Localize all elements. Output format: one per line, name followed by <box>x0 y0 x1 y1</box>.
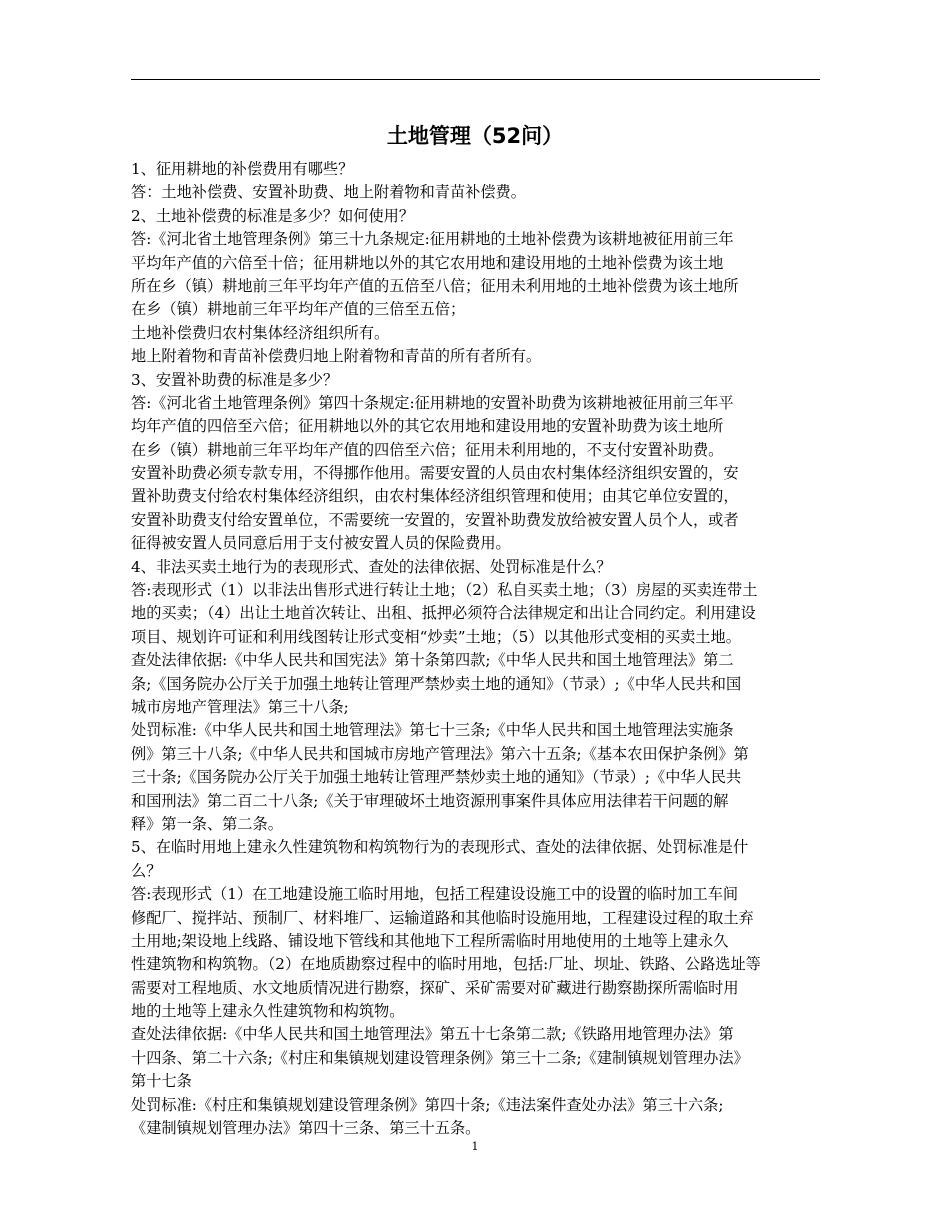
text-line: 平均年产值的六倍至十倍；征用耕地以外的其它农用地和建设用地的土地补偿费为该土地 <box>131 253 724 272</box>
text-line: 么？ <box>131 861 162 880</box>
text-line: 答:表现形式（1）在工地建设施工临时用地，包括工程建设设施工中的设置的临时加工车间 <box>131 885 739 904</box>
text-line: 答:《河北省土地管理条例》第四十条规定:征用耕地的安置补助费为该耕地被征用前三年平 <box>131 393 734 412</box>
text-line: 地的土地等上建永久性建筑物和构筑物。 <box>131 1002 405 1021</box>
text-line: 答：土地补偿费、安置补助费、地上附着物和青苗补偿费。 <box>131 183 526 202</box>
document-body <box>131 158 831 1140</box>
text-line: 和国刑法》第二百二十八条;《关于审理破坏土地资源刑事案件具体应用法律若干问题的解 <box>131 791 729 810</box>
text-line: 项目、规划许可证和利用线图转让形式变相“炒卖”土地；（5）以其他形式变相的买卖土地。 <box>131 627 741 646</box>
text-line: 在乡（镇）耕地前三年平均年产值的四倍至六倍；征用未利用地的，不支付安置补助费。 <box>131 440 724 459</box>
text-line: 需要对工程地质、水文地质情况进行勘察，探矿、采矿需要对矿藏进行勘察勘探所需临时用 <box>131 978 739 997</box>
document-title: 土地管理（52问） <box>386 124 564 148</box>
text-line: 例》第三十八条;《中华人民共和国城市房地产管理法》第六十五条;《基本农田保护条例》第 <box>131 744 749 763</box>
text-line: 所在乡（镇）耕地前三年平均年产值的五倍至八倍；征用未利用地的土地补偿费为该土地所 <box>131 276 739 295</box>
text-line: 土地补偿费归农村集体经济组织所有。 <box>131 323 390 342</box>
text-line: 5、在临时用地上建永久性建筑物和构筑物行为的表现形式、查处的法律依据、处罚标准是什 <box>131 838 749 857</box>
text-line: 答:《河北省土地管理条例》第三十九条规定:征用耕地的土地补偿费为该耕地被征用前三年 <box>131 230 734 249</box>
text-line: 2、土地补偿费的标准是多少？如何使用？ <box>131 206 415 225</box>
text-line: 答:表现形式（1）以非法出售形式进行转让土地；（2）私自买卖土地；（3）房屋的买卖连带土 <box>131 581 758 600</box>
text-line: 处罚标准:《村庄和集镇规划建设管理条例》第四十条;《违法案件查处办法》第三十六条; <box>131 1095 724 1114</box>
page-number: 1 <box>471 1140 479 1153</box>
text-line: 处罚标准:《中华人民共和国土地管理法》第七十三条;《中华人民共和国土地管理法实施条 <box>131 721 734 740</box>
text-line: 城市房地产管理法》第三十八条; <box>131 697 349 716</box>
text-line: 征得被安置人员同意后用于支付被安置人员的保险费用。 <box>131 534 511 553</box>
header-rule <box>131 79 820 80</box>
text-line: 1、征用耕地的补偿费用有哪些？ <box>131 160 354 178</box>
text-line: 在乡（镇）耕地前三年平均年产值的三倍至五倍； <box>131 300 466 319</box>
text-line: 地的买卖；（4）出让土地首次转让、出租、抵押必须符合法律规定和出让合同约定。利用建设 <box>131 604 756 623</box>
text-line: 查处法律依据:《中华人民共和国土地管理法》第五十七条第二款;《铁路用地管理办法》第 <box>131 1025 734 1044</box>
text-line: 土用地;架设地上线路、铺设地下管线和其他地下工程所需临时用地使用的土地等上建永久 <box>131 931 729 950</box>
text-line: 均年产值的四倍至六倍；征用耕地以外的其它农用地和建设用地的安置补助费为该土地所 <box>131 417 724 436</box>
text-line: 3、安置补助费的标准是多少？ <box>131 370 339 389</box>
text-line: 修配厂、搅拌站、预制厂、材料堆厂、运输道路和其他临时设施用地，工程建设过程的取土弃 <box>131 908 754 927</box>
text-line: 地上附着物和青苗补偿费归地上附着物和青苗的所有者所有。 <box>131 347 542 366</box>
text-line: 置补助费支付给农村集体经济组织，由农村集体经济组织管理和使用；由其它单位安置的， <box>131 487 739 506</box>
text-line: 释》第一条、第二条。 <box>131 814 283 833</box>
text-line: 《建制镇规划管理办法》第四十三条、第三十五条。 <box>131 1119 481 1138</box>
text-line: 4、非法买卖土地行为的表现形式、查处的法律依据、处罚标准是什么？ <box>131 557 612 576</box>
text-line: 安置补助费支付给安置单位，不需要统一安置的，安置补助费发放给被安置人员个人，或者 <box>131 510 739 529</box>
text-line: 查处法律依据:《中华人民共和国宪法》第十条第四款;《中华人民共和国土地管理法》第二 <box>131 651 734 670</box>
text-line: 性建筑物和构筑物。（2）在地质勘察过程中的临时用地，包括:厂址、坝址、铁路、公路选址等 <box>131 955 761 974</box>
text-line: 三十条;《国务院办公厅关于加强土地转让管理严禁炒卖土地的通知》（节录）;《中华人民共 <box>131 768 742 787</box>
text-line: 第十七条 <box>131 1072 192 1091</box>
text-line: 十四条、第二十六条;《村庄和集镇规划建设管理条例》第三十二条;《建制镇规划管理办法》 <box>131 1048 749 1067</box>
text-line: 安置补助费必须专款专用，不得挪作他用。需要安置的人员由农村集体经济组织安置的，安 <box>131 464 739 483</box>
text-line: 条;《国务院办公厅关于加强土地转让管理严禁炒卖土地的通知》（节录）;《中华人民共和国 <box>131 674 742 693</box>
